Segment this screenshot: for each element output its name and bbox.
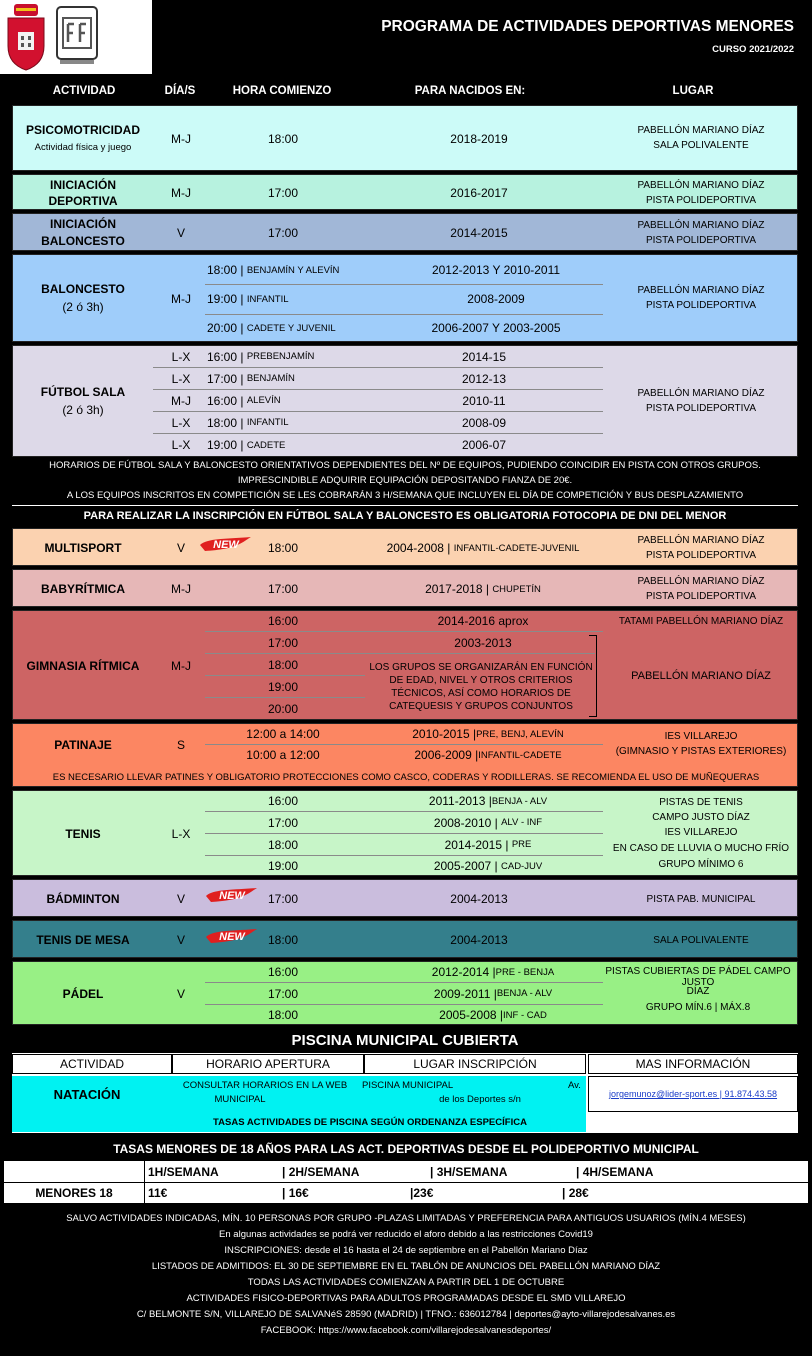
activity-place-line: CAMPO JUSTO DÍAZ xyxy=(652,811,750,823)
schedule-born-group: 2012-2014 | PRE - BENJA xyxy=(431,965,555,979)
schedule-time: 18:00 xyxy=(267,837,299,852)
pool-schedule-2: MUNICIPAL xyxy=(214,1094,266,1105)
schedule-time: 17:00 xyxy=(207,371,238,386)
activity-place-3: GRUPO MÍN.6 | MÁX.8 xyxy=(645,1001,751,1013)
activity-name-2: BALONCESTO xyxy=(41,234,125,248)
schedule-born: 2010-2015 xyxy=(412,727,470,741)
activity-sub: (2 ó 3h) xyxy=(62,403,104,417)
schedule-born: 2005-2007 xyxy=(433,859,492,873)
activity-place-1: PISTAS CUBIERTAS DE PÁDEL CAMPO JUSTO xyxy=(605,966,791,988)
activity-days: V xyxy=(176,226,185,240)
schedule-category: INFANTIL-CADETE xyxy=(478,749,562,761)
schedule-born: 2014-15 xyxy=(461,349,507,364)
schedule-category: CADETE Y JUVENIL xyxy=(246,322,336,334)
row-padel xyxy=(12,961,798,1025)
activity-name: TENIS xyxy=(65,827,101,841)
row-iniciacion-deportiva xyxy=(12,174,798,210)
bracket xyxy=(589,635,597,717)
activity-place-2: PISTA POLIDEPORTIVA xyxy=(645,194,757,206)
schedule-time: 20:00 xyxy=(267,701,299,716)
schedule-category: BENJAMÍN Y ALEVÍN xyxy=(246,264,340,276)
activity-place-1: PABELLÓN MARIANO DÍAZ xyxy=(637,284,765,296)
fees-value-2: | 16€ xyxy=(282,1186,309,1200)
col-header-born: PARA NACIDOS EN: xyxy=(414,85,526,97)
pool-activity-name: NATACIÓN xyxy=(53,1086,121,1102)
fees-header-2: | 2H/SEMANA xyxy=(282,1165,360,1179)
schedule-days: L-X xyxy=(171,349,191,364)
activity-name-2: DEPORTIVA xyxy=(48,194,118,208)
row-divider xyxy=(365,653,595,654)
schedule-days: M-J xyxy=(171,393,191,408)
page-title: PROGRAMA DE ACTIVIDADES DEPORTIVAS MENORES xyxy=(381,18,794,35)
activity-time: 18:00 xyxy=(267,541,299,555)
activity-time: 17:00 xyxy=(267,226,299,240)
activity-place-2: PISTA POLIDEPORTIVA xyxy=(645,234,757,246)
schedule-row: 19:00 | CADETE xyxy=(207,438,286,452)
activity-sub: (2 ó 3h) xyxy=(62,300,104,314)
footer-line: ACTIVIDADES FISICO-DEPORTIVAS PARA ADULTOS PROGRAMADAS DESDE EL SMD VILLAREJO xyxy=(186,1293,626,1304)
activity-name: GIMNASIA RÍTMICA xyxy=(26,659,140,673)
schedule-born: 2003-2013 xyxy=(454,635,512,650)
activity-born: 2014-2015 xyxy=(450,226,508,240)
pool-place-2: de los Deportes s/n xyxy=(439,1094,521,1105)
fees-title: TASAS MENORES DE 18 AÑOS PARA LAS ACT. DEPORTIVAS DESDE EL POLIDEPORTIVO MUNICIPAL xyxy=(113,1142,699,1156)
activity-place-2: PISTA POLIDEPORTIVA xyxy=(645,299,757,311)
schedule-time: 18:00 xyxy=(207,415,238,430)
header xyxy=(0,0,812,74)
schedule-category: CAD-JUV xyxy=(501,860,543,872)
activity-name: BABYRÍTMICA xyxy=(41,582,125,596)
footer-line: SALVO ACTIVIDADES INDICADAS, MÍN. 10 PERSONAS POR GRUPO -PLAZAS LIMITADAS Y PREFERENCIA PARA ANTIGUOS USUARIOS (MÍN.4 MESES) xyxy=(66,1213,746,1224)
activity-category: CHUPETÍN xyxy=(492,583,541,595)
row-iniciacion-baloncesto xyxy=(12,213,798,251)
schedule-days: L-X xyxy=(171,371,191,386)
schedule-time: 18:00 xyxy=(267,1008,299,1022)
schedule-born-group: 2006-2009 | INFANTIL-CADETE xyxy=(414,748,562,762)
schedule-born-group: 2010-2015 | PRE, BENJ, ALEVÍN xyxy=(412,727,564,741)
pool-place-1: PISCINA MUNICIPAL xyxy=(362,1080,454,1091)
group-note: LOS GRUPOS SE ORGANIZARÁN EN FUNCIÓN DE EDAD, NIVEL Y OTROS CRITERIOS TÉCNICOS, ASÍ COMO HORARIOS DE CATEQUESIS Y GRUPOS CONJUNTOS xyxy=(369,662,593,712)
header-logo-area xyxy=(0,0,152,74)
schedule-time: 16:00 xyxy=(207,349,238,364)
activity-name: PÁDEL xyxy=(62,987,104,1001)
activity-name: FÚTBOL SALA xyxy=(40,385,126,399)
schedule-category: INFANTIL xyxy=(246,293,289,305)
activity-born: 2004-2013 xyxy=(450,892,508,906)
fees-value-1: 11€ xyxy=(148,1186,168,1200)
schedule-category: ALV - INF xyxy=(501,817,543,828)
activity-born: 2016-2017 xyxy=(450,186,508,200)
schedule-born: 2006-2007 Y 2003-2005 xyxy=(431,321,561,335)
activity-place-line: GRUPO MÍNIMO 6 xyxy=(658,858,744,870)
pool-header-schedule: HORARIO APERTURA xyxy=(172,1054,364,1074)
activity-place: PABELLÓN MARIANO DÍAZ xyxy=(631,670,771,682)
footer-facebook-link[interactable]: FACEBOOK: https://www.facebook.com/villarejodesalvanesdeportes/ xyxy=(260,1325,552,1336)
activity-days: L-X xyxy=(171,827,191,841)
pool-title: PISCINA MUNICIPAL CUBIERTA xyxy=(12,1027,798,1053)
col-header-activity: ACTIVIDAD xyxy=(52,85,116,97)
activity-days: M-J xyxy=(171,582,191,596)
schedule-category: BENJAMÍN xyxy=(246,373,295,384)
schedule-row: 20:00 | CADETE Y JUVENIL xyxy=(207,321,336,335)
pool-header-place: LUGAR INSCRIPCIÓN xyxy=(364,1054,586,1074)
schedule-born: 2006-07 xyxy=(461,438,507,452)
schedule-row: 16:00 | PREBENJAMÍN xyxy=(207,349,315,364)
schedule-born: 2009-2011 xyxy=(433,986,491,1001)
activity-place-2: DÍAZ xyxy=(686,985,710,997)
schedule-time: 19:00 xyxy=(207,292,238,306)
fees-header-4: | 4H/SEMANA xyxy=(576,1165,654,1179)
divider xyxy=(12,505,798,506)
schedule-born: 2008-2009 xyxy=(467,292,525,306)
fees-value-4: | 28€ xyxy=(562,1186,589,1200)
pool-header-activity: ACTIVIDAD xyxy=(12,1054,172,1074)
schedule-row: 17:00 | BENJAMÍN xyxy=(207,371,295,386)
schedule-born: 2010-11 xyxy=(462,393,506,408)
activity-place-line: PISTAS DE TENIS xyxy=(659,796,743,808)
schedule-time: 10:00 a 12:00 xyxy=(246,748,320,762)
pool-fees-note: TASAS ACTIVIDADES DE PISCINA SEGÚN ORDENANZA ESPECÍFICA xyxy=(213,1117,527,1128)
schedule-time: 19:00 xyxy=(267,859,299,873)
activity-days: M-J xyxy=(171,132,191,146)
activity-name: MULTISPORT xyxy=(44,541,122,555)
schedule-time: 19:00 xyxy=(267,679,299,694)
activity-place-2: (GIMNASIO Y PISTAS EXTERIORES) xyxy=(615,745,787,757)
schedule-born: 2006-2009 xyxy=(414,748,472,762)
row-divider xyxy=(205,314,603,315)
row-psicomotricidad xyxy=(12,105,798,171)
schedule-time: 17:00 xyxy=(267,815,299,830)
row-multisport xyxy=(12,528,798,566)
row-futbol-sala xyxy=(12,345,798,457)
activity-days: V xyxy=(176,541,185,555)
schedule-born-group: 2014-2015 | PRE xyxy=(444,837,532,852)
activity-days: V xyxy=(176,933,185,947)
col-header-days: DÍA/S xyxy=(164,85,196,97)
note-line: HORARIOS DE FÚTBOL SALA Y BALONCESTO ORIENTATIVOS DEPENDIENTES DEL Nº DE EQUIPOS, PUDIENDO COINCIDIR EN PISTA CON OTROS GRUPOS. xyxy=(49,460,761,471)
schedule-category: PRE - BENJA xyxy=(495,966,555,978)
fees-header-3: | 3H/SEMANA xyxy=(430,1165,508,1179)
schedule-born: 2014-2016 aprox xyxy=(437,614,529,628)
schedule-category: BENJA - ALV xyxy=(491,795,548,807)
schedule-time: 17:00 xyxy=(267,635,299,650)
activity-days: M-J xyxy=(171,292,191,306)
schedule-category: PRE, BENJ, ALEVÍN xyxy=(476,728,564,740)
row-baloncesto xyxy=(12,254,798,342)
footer-line: TODAS LAS ACTIVIDADES COMIENZAN A PARTIR DEL 1 DE OCTUBRE xyxy=(247,1277,565,1288)
schedule-time: 16:00 xyxy=(267,794,299,808)
activity-place-1: PABELLÓN MARIANO DÍAZ xyxy=(637,387,765,399)
col-header-place: LUGAR xyxy=(672,85,714,97)
schedule-born-group: 2005-2007 | CAD-JUV xyxy=(433,859,543,873)
schedule-row: 18:00 | INFANTIL xyxy=(207,415,289,430)
activity-name-1: INICIACIÓN xyxy=(50,217,116,231)
footer-line: En algunas actividades se podrá ver reducido el aforo debido a las restricciones Covid19 xyxy=(219,1229,593,1240)
schedule-born-group: 2011-2013 | BENJA - ALV xyxy=(428,794,548,808)
footer-line: INSCRIPCIONES: desde el 16 hasta el 24 de septiembre en el Pabellón Mariano Díaz xyxy=(224,1245,588,1256)
activity-place-1: PABELLÓN MARIANO DÍAZ xyxy=(637,219,765,231)
schedule-born: 2008-09 xyxy=(461,415,507,430)
club-logo-icon xyxy=(54,4,100,68)
pool-place-av: Av. xyxy=(568,1080,581,1091)
note-line: A LOS EQUIPOS INSCRITOS EN COMPETICIÓN SE LES COBRARÁN 3 H/SEMANA QUE INCLUYEN EL DÍA DE COMPETICIÓN Y BUS DESPLAZAMIENTO xyxy=(66,490,744,501)
activity-place-line: EN CASO DE LLUVIA O MUCHO FRÍO xyxy=(612,842,790,854)
schedule-time: 16:00 xyxy=(267,965,299,979)
schedule-row: 19:00 | INFANTIL xyxy=(207,292,289,306)
schedule-time: 17:00 xyxy=(267,986,299,1001)
activity-days: V xyxy=(176,892,185,906)
activity-place-top: TATAMI PABELLÓN MARIANO DÍAZ xyxy=(618,615,784,627)
pool-schedule-1: CONSULTAR HORARIOS EN LA WEB xyxy=(182,1080,348,1091)
schedule-row: 16:00 | ALEVÍN xyxy=(207,393,281,408)
activity-time: 17:00 xyxy=(267,892,299,906)
schedule-born: 2008-2010 xyxy=(433,815,492,830)
activity-born-group: 2017-2018 | CHUPETÍN xyxy=(425,582,541,596)
activity-category: INFANTIL-CADETE-JUVENIL xyxy=(453,542,580,554)
col-header-time: HORA COMIENZO xyxy=(232,85,332,97)
row-divider xyxy=(205,284,603,285)
row-tenis xyxy=(12,790,798,876)
footer-contact-line[interactable]: C/ BELMONTE S/N, VILLAREJO DE SALVANéS 28590 (MADRID) | TFNO.: 636012784 | deportes@ayto-villarejodesalvanes.es xyxy=(136,1309,676,1320)
activity-name: TENIS DE MESA xyxy=(36,933,130,947)
activity-born-group: 2004-2008 | INFANTIL-CADETE-JUVENIL xyxy=(386,541,580,555)
pool-header-info: MAS INFORMACIÓN xyxy=(588,1054,798,1074)
course-label: CURSO 2021/2022 xyxy=(712,44,794,55)
row-badminton xyxy=(12,879,798,917)
schedule-born-group: 2008-2010 | ALV - INF xyxy=(433,815,543,830)
schedule-born: 2014-2015 xyxy=(444,837,503,852)
activity-days: M-J xyxy=(171,186,191,200)
row-babyritmica xyxy=(12,569,798,607)
schedule-category: CADETE xyxy=(246,439,286,451)
schedule-category: ALEVÍN xyxy=(246,395,281,406)
activity-time: 17:00 xyxy=(267,582,299,596)
activity-place-1: PABELLÓN MARIANO DÍAZ xyxy=(637,124,765,136)
activity-place-2: PISTA POLIDEPORTIVA xyxy=(645,402,757,414)
fees-value-3: |23€ xyxy=(410,1186,434,1200)
schedule-born: 2011-2013 xyxy=(428,794,486,808)
activity-born: 2018-2019 xyxy=(450,132,508,146)
schedule-time: 16:00 xyxy=(267,614,299,628)
activity-name: BALONCESTO xyxy=(41,282,125,296)
schedule-born: 2012-2013 Y 2010-2011 xyxy=(431,263,561,277)
activity-place-1: PABELLÓN MARIANO DÍAZ xyxy=(637,179,765,191)
activity-name: PSICOMOTRICIDAD xyxy=(26,123,140,137)
schedule-days: L-X xyxy=(171,438,191,452)
activity-born: 2017-2018 xyxy=(425,582,483,596)
row-patinaje xyxy=(12,723,798,787)
new-badge-label: NEW xyxy=(219,931,245,943)
activity-place-1: IES VILLAREJO xyxy=(664,730,738,742)
activity-place-2: SALA POLIVALENTE xyxy=(653,139,749,151)
schedule-category: PREBENJAMÍN xyxy=(246,351,315,362)
new-badge-label: NEW xyxy=(213,539,239,551)
activity-name: BÁDMINTON xyxy=(46,892,120,906)
coat-of-arms-icon xyxy=(2,2,50,72)
schedule-days: L-X xyxy=(171,415,191,430)
schedule-born: 2005-2008 xyxy=(439,1008,497,1022)
fees-header-1: 1H/SEMANA xyxy=(148,1165,219,1179)
activity-time: 17:00 xyxy=(267,186,299,200)
schedule-time: 20:00 xyxy=(207,321,238,335)
schedule-time: 12:00 a 14:00 xyxy=(246,727,320,741)
activity-name: PATINAJE xyxy=(54,738,112,752)
schedule-time: 16:00 xyxy=(207,393,238,408)
activity-time: 18:00 xyxy=(267,132,299,146)
schedule-born: 2012-2014 xyxy=(431,965,490,979)
schedule-born: 2012-13 xyxy=(461,371,507,386)
dni-notice: PARA REALIZAR LA INSCRIPCIÓN EN FÚTBOL SALA Y BALONCESTO ES OBLIGATORIA FOTOCOPIA DE DNI DEL MENOR xyxy=(83,510,727,522)
footer-line: LISTADOS DE ADMITIDOS: EL 30 DE SEPTIEMBRE EN EL TABLÓN DE ANUNCIOS DEL PABELLÓN MARIANO DÍAZ xyxy=(151,1261,661,1272)
schedule-category: BENJA - ALV xyxy=(496,988,553,999)
activity-days: S xyxy=(176,738,185,752)
activity-place-2: PISTA POLIDEPORTIVA xyxy=(645,590,757,602)
activity-note: ES NECESARIO LLEVAR PATINES Y OBLIGATORIO PROTECCIONES COMO CASCO, CODERAS Y RODILLERAS. SE RECOMIENDA EL USO DE MUÑEQUERAS xyxy=(52,771,760,783)
activity-born: 2004-2008 xyxy=(386,541,444,555)
activity-place-1: PABELLÓN MARIANO DÍAZ xyxy=(637,534,765,546)
activity-born: 2004-2013 xyxy=(450,933,508,947)
schedule-time: 18:00 xyxy=(207,263,238,277)
fees-col-divider xyxy=(144,1161,145,1203)
activity-place-line: IES VILLAREJO xyxy=(664,826,738,838)
activity-place-1: PABELLÓN MARIANO DÍAZ xyxy=(637,575,765,587)
schedule-time: 18:00 xyxy=(267,657,299,672)
note-line: IMPRESCINDIBLE ADQUIRIR EQUIPACIÓN DEPOSITANDO FIANZA DE 20€. xyxy=(237,475,573,486)
row-gimnasia-ritmica xyxy=(12,610,798,720)
activity-place: PISTA PAB. MUNICIPAL xyxy=(646,893,756,905)
schedule-time: 19:00 xyxy=(207,438,238,452)
activity-place: SALA POLIVALENTE xyxy=(653,934,749,946)
activity-name-1: INICIACIÓN xyxy=(50,178,116,192)
schedule-category: INFANTIL xyxy=(246,417,289,428)
activity-sub: Actividad física y juego xyxy=(34,141,132,153)
activity-place-2: PISTA POLIDEPORTIVA xyxy=(645,549,757,561)
row-tenis-mesa xyxy=(12,920,798,958)
fees-row-label: MENORES 18 xyxy=(35,1186,113,1200)
pool-contact-link[interactable]: jorgemunoz@lider-sport.es | 91.874.43.58 xyxy=(588,1076,798,1112)
new-badge-label: NEW xyxy=(219,890,245,902)
schedule-category: PRE xyxy=(511,839,532,850)
activity-days: V xyxy=(176,987,185,1001)
schedule-category: INF - CAD xyxy=(503,1009,547,1021)
activity-time: 18:00 xyxy=(267,933,299,947)
activity-days: M-J xyxy=(171,659,191,673)
schedule-born-group: 2005-2008 | INF - CAD xyxy=(439,1008,547,1022)
schedule-row: 18:00 | BENJAMÍN Y ALEVÍN xyxy=(207,263,340,277)
schedule-born-group: 2009-2011 | BENJA - ALV xyxy=(433,986,553,1001)
